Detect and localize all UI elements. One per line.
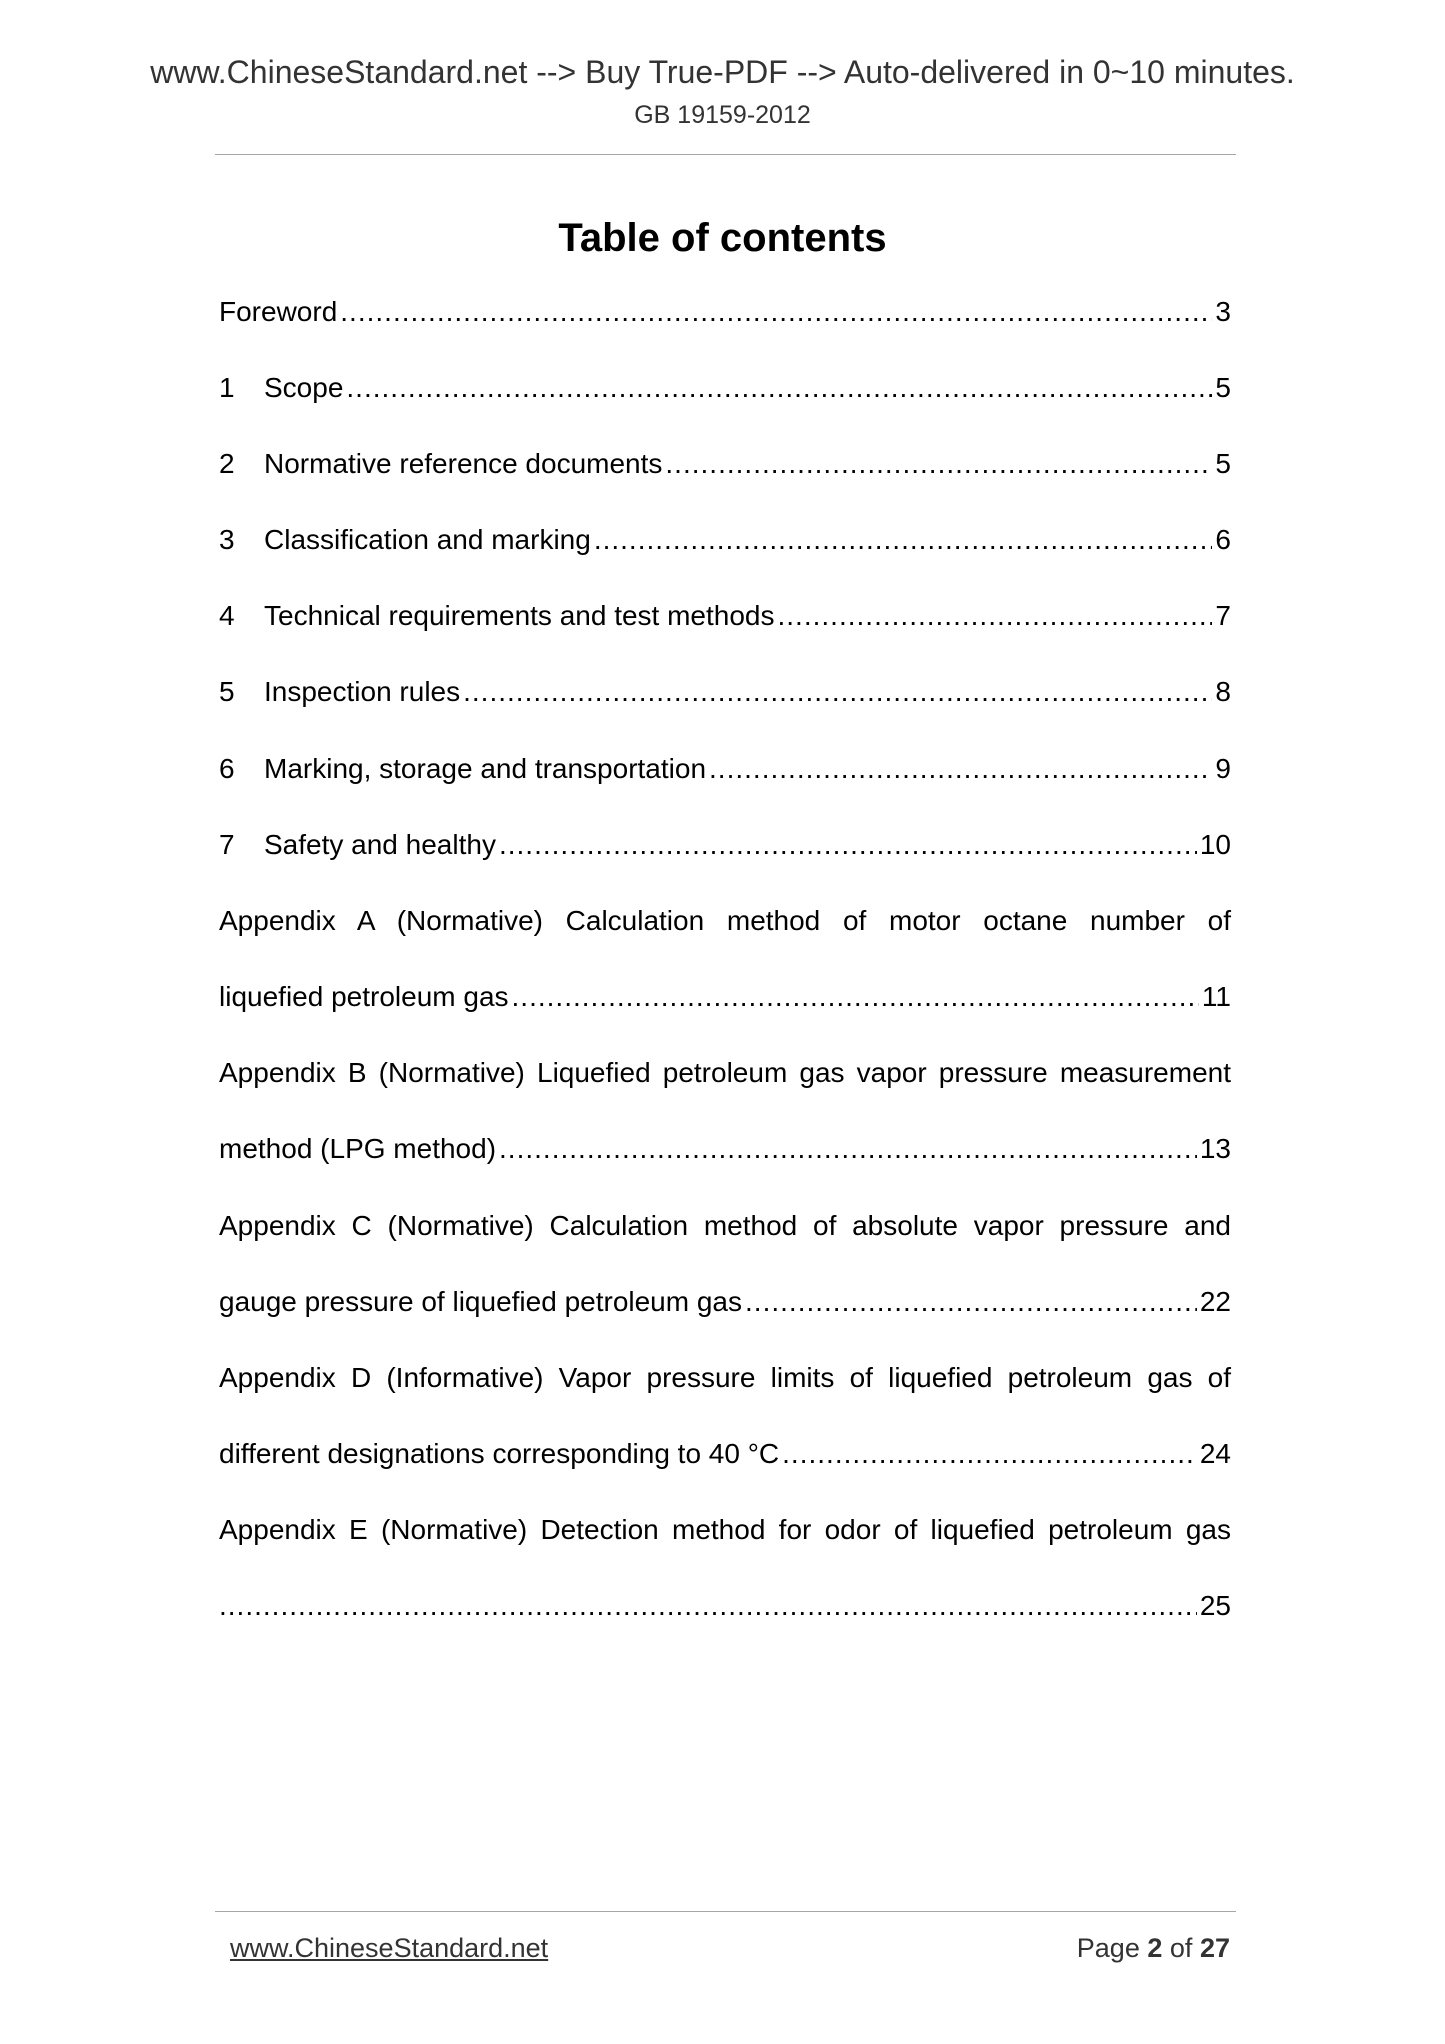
toc-entry-appendix-a[interactable]	[219, 901, 1231, 941]
toc-entry-title: Classification and marking	[264, 524, 591, 555]
toc-entry-page: 22	[1199, 1286, 1231, 1317]
header-banner: www.ChineseStandard.net --> Buy True-PDF --> Auto-delivered in 0~10 minutes.	[150, 54, 1295, 90]
toc-entry-appendix-d[interactable]	[219, 1358, 1231, 1398]
toc-entry-inspection-rules[interactable]	[219, 672, 1231, 712]
toc-entry-number: 4	[219, 600, 235, 631]
toc-leader-dots	[745, 1282, 1197, 1322]
toc-entry-title: Appendix B (Normative) Liquefied petroleum gas vapor pressure measurement	[219, 1057, 1231, 1088]
toc-entry-page: 11	[1201, 981, 1231, 1012]
toc-entry-marking-storage[interactable]	[219, 749, 1231, 789]
toc-entry-appendix-c-cont[interactable]	[219, 1282, 1231, 1322]
toc-entry-page: 6	[1215, 524, 1231, 555]
toc-entry-title: Appendix C (Normative) Calculation method of absolute vapor pressure and	[219, 1210, 1231, 1241]
toc-entry-title-cont: liquefied petroleum gas	[219, 981, 509, 1012]
toc-entry-number: 3	[219, 524, 235, 555]
toc-entry-title: Technical requirements and test methods	[264, 600, 775, 631]
toc-entry-title: Safety and healthy	[264, 829, 496, 860]
footer-website-link[interactable]: www.ChineseStandard.net	[230, 1933, 549, 1963]
toc-entry-appendix-d-cont[interactable]	[219, 1434, 1231, 1474]
toc-entry-appendix-e-cont[interactable]	[219, 1586, 1231, 1626]
page-current: 2	[1147, 1933, 1163, 1963]
toc-entry-scope[interactable]	[219, 368, 1231, 408]
toc-entry-page: 24	[1199, 1438, 1231, 1469]
toc-entry-number: 7	[219, 829, 235, 860]
toc-entry-page: 13	[1199, 1133, 1231, 1164]
toc-entry-title-cont: gauge pressure of liquefied petroleum gas	[219, 1286, 743, 1317]
toc-entry-number: 6	[219, 753, 235, 784]
toc-leader-dots	[665, 444, 1212, 484]
toc-entry-page: 5	[1215, 372, 1231, 403]
page-of-label: of	[1169, 1933, 1193, 1963]
toc-entry-appendix-b[interactable]	[219, 1053, 1231, 1093]
toc-entry-title: Foreword	[219, 296, 338, 327]
toc-entry-title: Appendix A (Normative) Calculation method of motor octane number of	[219, 905, 1231, 936]
toc-entry-title: Marking, storage and transportation	[264, 753, 707, 784]
toc-entry-title: Scope	[264, 372, 344, 403]
toc-entry-number: 5	[219, 676, 235, 707]
toc-leader-dots	[499, 825, 1197, 865]
toc-entry-page: 25	[1199, 1590, 1231, 1621]
toc-leader-dots	[346, 368, 1212, 408]
footer-divider	[215, 1911, 1236, 1912]
toc-entry-title: Appendix E (Normative) Detection method for odor of liquefied petroleum gas	[219, 1514, 1231, 1545]
toc-leader-dots	[512, 977, 1199, 1017]
toc-entry-classification[interactable]	[219, 520, 1231, 560]
toc-entry-appendix-c[interactable]	[219, 1206, 1231, 1246]
toc-entry-page: 3	[1215, 296, 1231, 327]
toc-entry-appendix-b-cont[interactable]	[219, 1129, 1231, 1169]
page-title: Table of contents	[558, 216, 887, 260]
toc-leader-dots	[463, 672, 1212, 712]
toc-entry-page: 8	[1215, 676, 1231, 707]
toc-leader-dots	[340, 292, 1212, 332]
toc-entry-normative-references[interactable]	[219, 444, 1231, 484]
toc-entry-title-cont: method (LPG method)	[219, 1133, 497, 1164]
toc-entry-title: Inspection rules	[264, 676, 461, 707]
toc-entry-appendix-e[interactable]	[219, 1510, 1231, 1550]
toc-entry-technical-requirements[interactable]	[219, 596, 1231, 636]
toc-leader-dots	[219, 1586, 1197, 1626]
toc-entry-title-cont: different designations corresponding to 40 °C	[219, 1438, 780, 1469]
toc-entry-foreword[interactable]	[219, 292, 1231, 332]
toc-leader-dots	[782, 1434, 1197, 1474]
toc-entry-page: 10	[1199, 829, 1231, 860]
header-divider	[215, 154, 1236, 155]
standard-code: GB 19159-2012	[634, 101, 811, 129]
toc-leader-dots	[499, 1129, 1197, 1169]
toc-entry-number: 2	[219, 448, 235, 479]
page-label: Page	[1076, 1933, 1140, 1963]
toc-entry-number: 1	[219, 372, 235, 403]
page-number	[1077, 1930, 1230, 1966]
toc-entry-appendix-a-cont[interactable]	[219, 977, 1231, 1017]
toc-entry-page: 9	[1215, 753, 1231, 784]
toc-entry-title: Appendix D (Informative) Vapor pressure limits of liquefied petroleum gas of	[219, 1362, 1231, 1393]
toc-leader-dots	[709, 749, 1212, 789]
toc-entry-page: 7	[1215, 600, 1231, 631]
toc-entry-page: 5	[1215, 448, 1231, 479]
toc-leader-dots	[778, 596, 1213, 636]
toc-leader-dots	[594, 520, 1213, 560]
toc-entry-title: Normative reference documents	[264, 448, 663, 479]
page-total: 27	[1199, 1933, 1230, 1963]
toc-entry-safety[interactable]	[219, 825, 1231, 865]
